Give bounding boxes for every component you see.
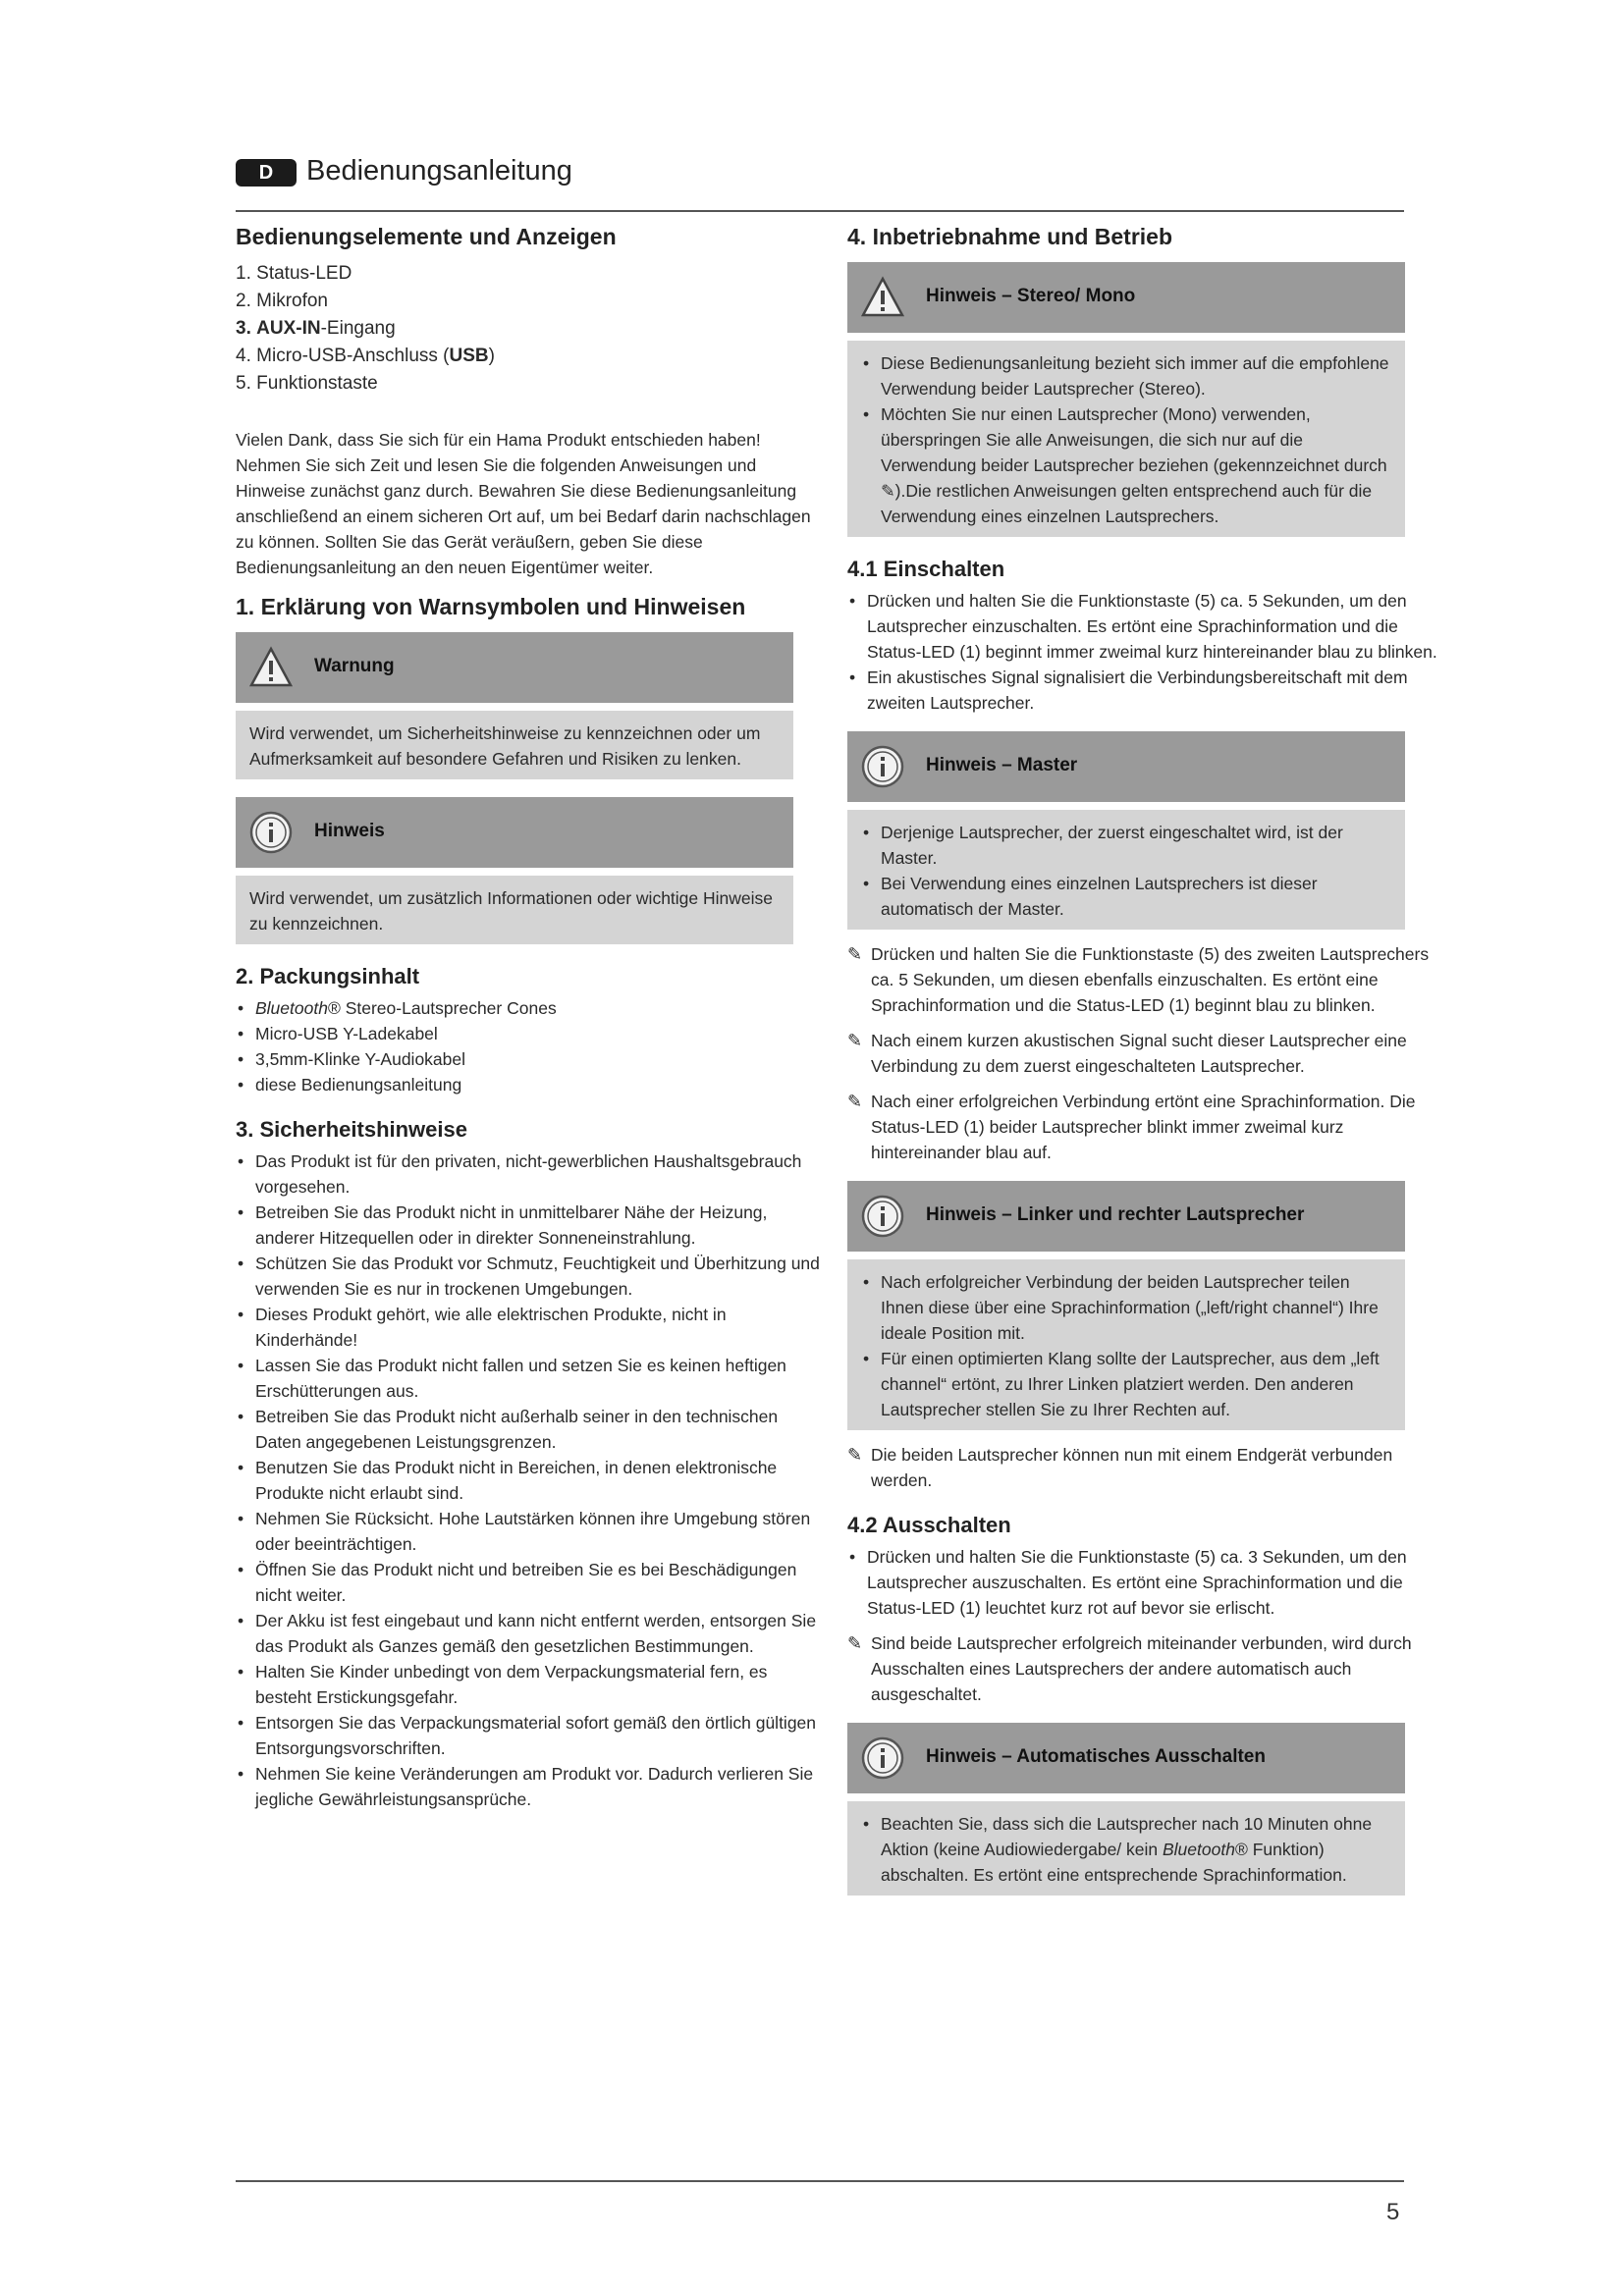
list-item: • Bei Verwendung eines einzelnen Lautsprechers ist dieser automatisch der Master. xyxy=(861,871,1391,922)
package-list xyxy=(236,995,825,1097)
info-icon xyxy=(249,811,293,854)
left-column xyxy=(236,224,825,1812)
page-header xyxy=(236,155,1404,212)
safety-list xyxy=(236,1148,825,1812)
list-item: • Nach erfolgreicher Verbindung der beiden Lautsprecher teilen Ihnen diese über eine Sprachinformation („left/right channel“) Ihre ideale Position mit. xyxy=(861,1269,1391,1346)
section2-heading: 2. Packungsinhalt xyxy=(236,964,420,988)
hint-lr-header xyxy=(847,1181,1405,1252)
hint-auto-header xyxy=(847,1723,1405,1793)
hint-master-box xyxy=(847,731,1405,930)
warning-box xyxy=(236,632,793,779)
pointing-hand-icon: ✎ xyxy=(847,944,863,964)
step-item: ✎ Nach einer erfolgreichen Verbindung ertönt eine Sprachinformation. Die Status-LED (1) beider Lautsprecher blinkt immer zweimal kurz hintereinander blau auf. xyxy=(847,1089,1456,1165)
hint-lr-body xyxy=(847,1259,1405,1430)
list-item: • Möchten Sie nur einen Lautsprecher (Mono) verwenden, überspringen Sie alle Anweisungen, die sich nur auf die Verwendung beider Lautsprecher beziehen (gekennzeichnet durch ✎).Die restlichen Anweisungen gelten entsprechend auch für die Verwendung eines einzelnen Lautsprechers. xyxy=(861,401,1391,529)
pointing-hand-icon: ✎ xyxy=(847,1031,863,1050)
switch-off-list xyxy=(847,1544,1456,1621)
section4-heading: 4. Inbetriebnahme und Betrieb xyxy=(847,224,1172,249)
step-item: ✎ Die beiden Lautsprecher können nun mit einem Endgerät verbunden werden. xyxy=(847,1442,1456,1493)
hint-auto-body xyxy=(847,1801,1405,1896)
hint-auto-box xyxy=(847,1723,1405,1896)
hint-stereo-label: Hinweis – Stereo/ Mono xyxy=(926,286,1136,306)
list-item: 3. AUX-IN-Eingang xyxy=(236,318,396,339)
list-item: • Bluetooth® Stereo-Lautsprecher Cones xyxy=(236,995,825,1021)
list-item: • diese Bedienungsanleitung xyxy=(236,1072,825,1097)
list-item: • Benutzen Sie das Produkt nicht in Bereichen, in denen elektronische Produkte nicht erlaubt sind. xyxy=(236,1455,825,1506)
list-item: • Beachten Sie, dass sich die Lautsprecher nach 10 Minuten ohne Aktion (keine Audiowiedergabe/ kein Bluetooth® Funktion) abschalten. Es ertönt eine entsprechende Sprachinformation. xyxy=(861,1811,1391,1888)
footer-divider xyxy=(236,2180,1404,2182)
list-item: 1. Status-LED xyxy=(236,263,352,284)
note-box xyxy=(236,797,793,944)
warning-label: Warnung xyxy=(314,656,395,676)
list-item: • Betreiben Sie das Produkt nicht in unmittelbarer Nähe der Heizung, anderer Hitzequellen oder in direkter Sonneneinstrahlung. xyxy=(236,1200,825,1251)
hint-master-body xyxy=(847,810,1405,930)
hint-lr-box xyxy=(847,1181,1405,1430)
hint-stereo-box xyxy=(847,262,1405,537)
list-item: • Micro-USB Y-Ladekabel xyxy=(236,1021,825,1046)
list-item: • Lassen Sie das Produkt nicht fallen und setzen Sie es keinen heftigen Erschütterungen aus. xyxy=(236,1353,825,1404)
hint-auto-label: Hinweis – Automatisches Ausschalten xyxy=(926,1746,1266,1767)
hint-stereo-header xyxy=(847,262,1405,333)
section3-heading: 3. Sicherheitshinweise xyxy=(236,1117,467,1142)
pointing-hand-icon: ✎ xyxy=(847,1092,863,1111)
list-item: 5. Funktionstaste xyxy=(236,373,378,394)
note-text: Wird verwendet, um zusätzlich Informationen oder wichtige Hinweise zu kennzeichnen. xyxy=(236,876,793,944)
note-box-header xyxy=(236,797,793,868)
section42-heading: 4.2 Ausschalten xyxy=(847,1513,1011,1537)
list-item: • Ein akustisches Signal signalisiert die Verbindungsbereitschaft mit dem zweiten Lautsprecher. xyxy=(847,665,1456,716)
list-item: • Das Produkt ist für den privaten, nicht-gewerblichen Haushaltsgebrauch vorgesehen. xyxy=(236,1148,825,1200)
list-item: • 3,5mm-Klinke Y-Audiokabel xyxy=(236,1046,825,1072)
controls-list xyxy=(236,260,825,398)
list-item: • Betreiben Sie das Produkt nicht außerhalb seiner in den technischen Daten angegebenen Leistungsgrenzen. xyxy=(236,1404,825,1455)
list-item: • Dieses Produkt gehört, wie alle elektrischen Produkte, nicht in Kinderhände! xyxy=(236,1302,825,1353)
warning-box-header xyxy=(236,632,793,703)
switch-on-list xyxy=(847,588,1456,716)
list-item: 2. Mikrofon xyxy=(236,291,328,311)
warning-triangle-icon xyxy=(249,646,293,689)
list-item: • Für einen optimierten Klang sollte der Lautsprecher, aus dem „left channel“ ertönt, zu Ihrer Linken platziert werden. Den anderen Lautsprecher stellen Sie zu Ihrer Rechten auf. xyxy=(861,1346,1391,1422)
hint-master-header xyxy=(847,731,1405,802)
step-item: ✎ Nach einem kurzen akustischen Signal sucht dieser Lautsprecher eine Verbindung zu dem zuerst eingeschalteten Lautsprecher. xyxy=(847,1028,1456,1079)
list-item: • Derjenige Lautsprecher, der zuerst eingeschaltet wird, ist der Master. xyxy=(861,820,1391,871)
hint-stereo-body xyxy=(847,341,1405,537)
list-item: • Schützen Sie das Produkt vor Schmutz, Feuchtigkeit und Überhitzung und verwenden Sie es nur in trockenen Umgebungen. xyxy=(236,1251,825,1302)
list-item: • Halten Sie Kinder unbedingt von dem Verpackungsmaterial fern, es besteht Erstickungsgefahr. xyxy=(236,1659,825,1710)
note-label: Hinweis xyxy=(314,821,385,841)
step-item: ✎ Sind beide Lautsprecher erfolgreich miteinander verbunden, wird durch Ausschalten eines Lautsprechers der andere automatisch auch ausgeschaltet. xyxy=(847,1630,1456,1707)
list-item: • Nehmen Sie Rücksicht. Hohe Lautstärken können ihre Umgebung stören oder beeinträchtigen. xyxy=(236,1506,825,1557)
language-badge: D xyxy=(236,159,297,187)
controls-heading: Bedienungselemente und Anzeigen xyxy=(236,224,617,249)
document-title: Bedienungsanleitung xyxy=(306,155,572,187)
list-item: • Drücken und halten Sie die Funktionstaste (5) ca. 5 Sekunden, um den Lautsprecher einzuschalten. Es ertönt eine Sprachinformation und die Status-LED (1) beginnt immer zweimal kurz hintereinander blau zu blinken. xyxy=(847,588,1456,665)
info-icon xyxy=(861,1736,904,1780)
list-item: • Öffnen Sie das Produkt nicht und betreiben Sie es bei Beschädigungen nicht weiter. xyxy=(236,1557,825,1608)
intro-paragraph: Vielen Dank, dass Sie sich für ein Hama Produkt entschieden haben! Nehmen Sie sich Zeit und lesen Sie die folgenden Anweisungen und Hinweise zunächst ganz durch. Bewahren Sie diese Bedienungsanleitung anschließend an einem sicheren Ort auf, um bei Bedarf darin nachschlagen zu können. Sollten Sie das Gerät veräußern, geben Sie diese Bedienungsanleitung an den neuen Eigentümer weiter. xyxy=(236,430,811,577)
step-item: ✎ Drücken und halten Sie die Funktionstaste (5) des zweiten Lautsprechers ca. 5 Sekunden, um diesen ebenfalls einzuschalten. Es ertönt eine Sprachinformation und die Status-LED (1) beginnt blau zu blinken. xyxy=(847,941,1456,1018)
info-icon xyxy=(861,745,904,788)
section1-heading: 1. Erklärung von Warnsymbolen und Hinweisen xyxy=(236,594,746,619)
pointing-hand-icon: ✎ xyxy=(847,1633,863,1653)
hint-lr-label: Hinweis – Linker und rechter Lautsprecher xyxy=(926,1204,1305,1225)
warning-triangle-icon xyxy=(861,276,904,319)
pointing-hand-icon: ✎ xyxy=(847,1445,863,1465)
warning-text: Wird verwendet, um Sicherheitshinweise zu kennzeichnen oder um Aufmerksamkeit auf besondere Gefahren und Risiken zu lenken. xyxy=(236,711,793,779)
list-item: 4. Micro-USB-Anschluss (USB) xyxy=(236,346,495,366)
list-item: • Drücken und halten Sie die Funktionstaste (5) ca. 3 Sekunden, um den Lautsprecher auszuschalten. Es ertönt eine Sprachinformation und die Status-LED (1) leuchtet kurz rot auf bevor sie erlischt. xyxy=(847,1544,1456,1621)
section41-heading: 4.1 Einschalten xyxy=(847,557,1005,581)
right-column xyxy=(847,224,1456,1907)
info-icon xyxy=(861,1195,904,1238)
list-item: • Der Akku ist fest eingebaut und kann nicht entfernt werden, entsorgen Sie das Produkt als Ganzes gemäß den gesetzlichen Bestimmungen. xyxy=(236,1608,825,1659)
hint-master-label: Hinweis – Master xyxy=(926,755,1078,775)
list-item: • Diese Bedienungsanleitung bezieht sich immer auf die empfohlene Verwendung beider Lautsprecher (Stereo). xyxy=(861,350,1391,401)
list-item: • Nehmen Sie keine Veränderungen am Produkt vor. Dadurch verlieren Sie jegliche Gewährleistungsansprüche. xyxy=(236,1761,825,1812)
page-number: 5 xyxy=(1386,2199,1400,2225)
list-item: • Entsorgen Sie das Verpackungsmaterial sofort gemäß den örtlich gültigen Entsorgungsvorschriften. xyxy=(236,1710,825,1761)
